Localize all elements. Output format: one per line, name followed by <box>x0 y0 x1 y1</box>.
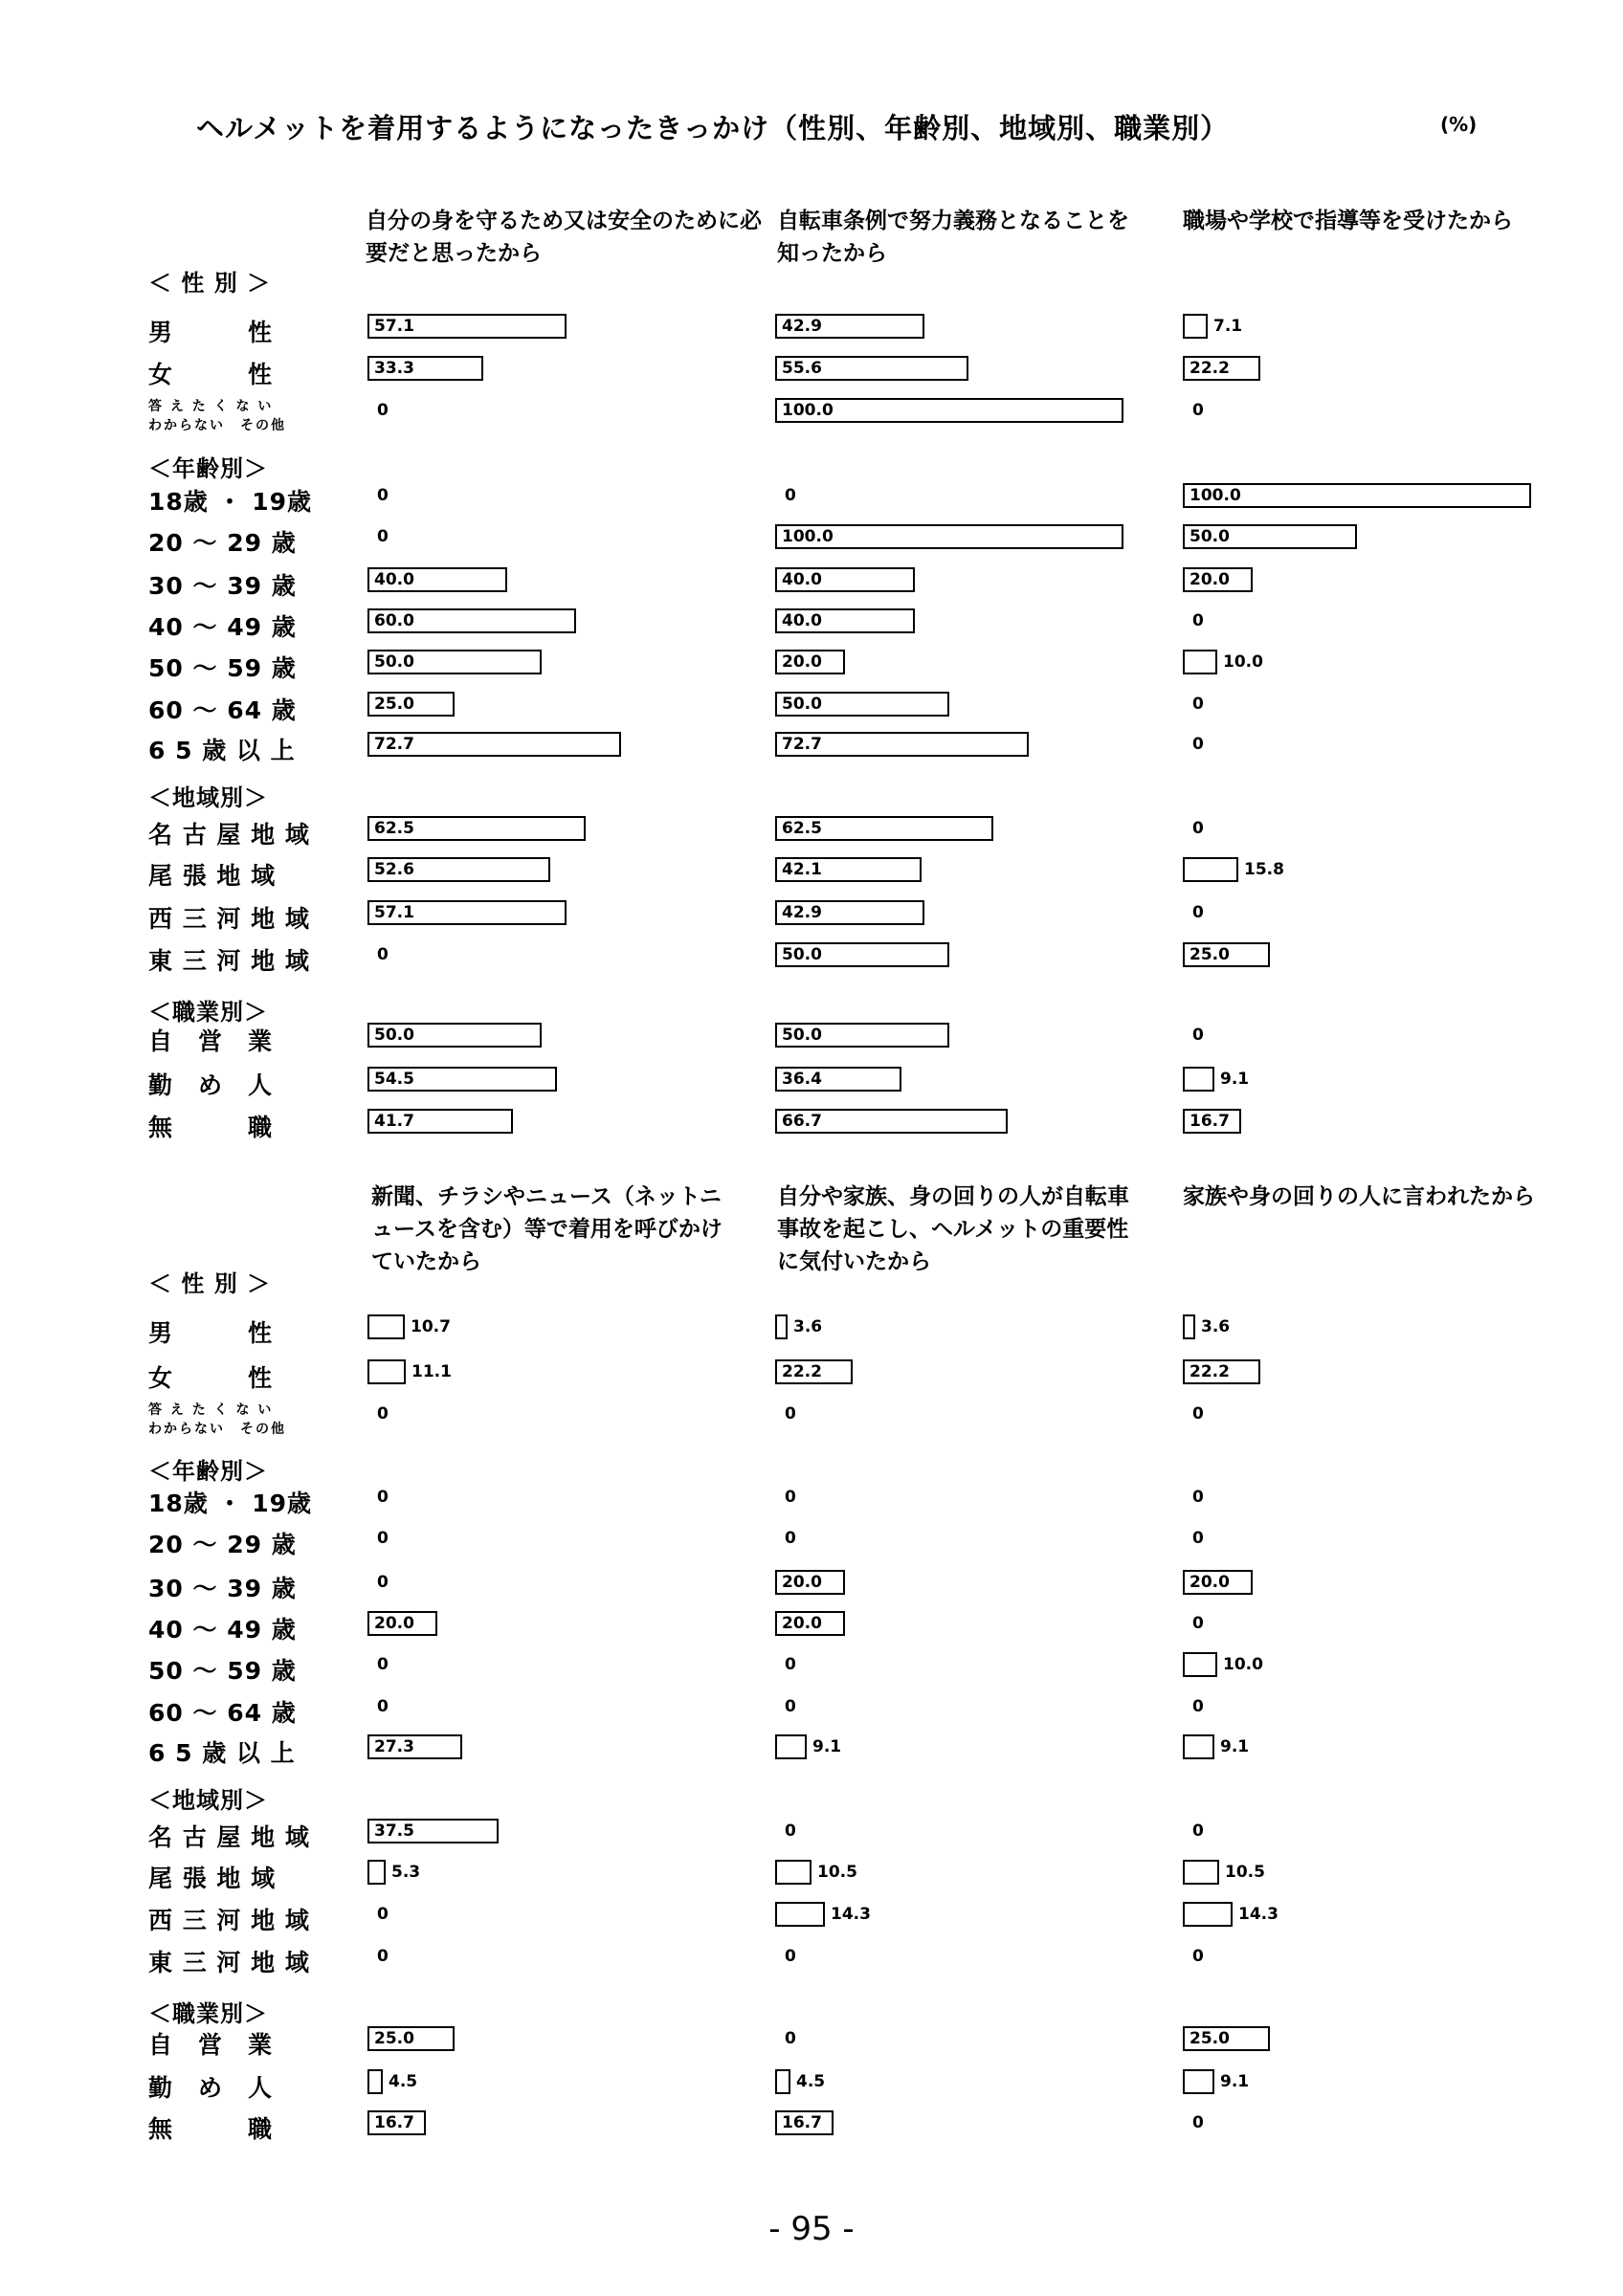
bar <box>775 1314 788 1339</box>
bar <box>1183 857 1238 882</box>
bar-value-label: 0 <box>785 1655 796 1674</box>
bar-value-label: 16.7 <box>1189 1112 1230 1131</box>
col-header-1-1: 自分の身を守るため又は安全のために必要だと思ったから <box>366 209 762 266</box>
bar-value-label: 9.1 <box>1220 1737 1250 1756</box>
bar-value-label: 40.0 <box>374 570 414 589</box>
bar-value-label: 0 <box>377 1697 389 1716</box>
bar-value-label: 37.5 <box>374 1821 414 1841</box>
bar-value-label: 9.1 <box>812 1737 842 1756</box>
bar-value-label: 42.9 <box>782 317 822 336</box>
bar-value-label: 0 <box>1192 1529 1204 1548</box>
col-header-1-3: 職場や学校で指導等を受けたから <box>1183 209 1513 233</box>
bar-value-label: 0 <box>377 1947 389 1966</box>
bar-value-label: 0 <box>1192 903 1204 922</box>
bar-value-label: 3.6 <box>793 1317 823 1336</box>
row-label-age-40: 40 ～ 49 歳 <box>148 1616 297 1644</box>
bar <box>1183 1860 1219 1885</box>
bar-value-label: 100.0 <box>1189 486 1241 505</box>
bar-value-label: 33.3 <box>374 359 414 378</box>
bar <box>775 1860 812 1885</box>
bar <box>775 1734 807 1759</box>
bar-value-label: 100.0 <box>782 401 834 420</box>
bar-value-label: 50.0 <box>374 1026 414 1045</box>
bar-value-label: 0 <box>1192 611 1204 630</box>
bar-value-label: 27.3 <box>374 1737 414 1756</box>
bar-value-label: 57.1 <box>374 903 414 922</box>
bar-value-label: 0 <box>1192 1697 1204 1716</box>
bar-value-label: 50.0 <box>782 945 822 964</box>
bar-value-label: 50.0 <box>782 695 822 714</box>
row-label-male: 男 性 <box>148 319 274 346</box>
bar-value-label: 54.5 <box>374 1070 414 1089</box>
bar-value-label: 10.5 <box>1225 1863 1265 1882</box>
bar-value-label: 57.1 <box>374 317 414 336</box>
bar-value-label: 10.5 <box>817 1863 857 1882</box>
group-label-gender: ＜ 性 別 ＞ <box>148 1270 272 1297</box>
bar <box>1183 1067 1214 1092</box>
bar <box>367 1860 386 1885</box>
row-label-higashimikawa: 東 三 河 地 域 <box>148 947 310 975</box>
row-label-owari: 尾 張 地 域 <box>148 862 277 890</box>
bar-value-label: 0 <box>377 1488 389 1507</box>
bar-value-label: 25.0 <box>374 2029 414 2048</box>
row-label-employee: 勤 め 人 <box>148 2074 274 2102</box>
bar-value-label: 0 <box>785 1697 796 1716</box>
bar-value-label: 22.2 <box>1189 359 1230 378</box>
bar-value-label: 40.0 <box>782 570 822 589</box>
bar-value-label: 50.0 <box>782 1026 822 1045</box>
bar <box>1183 314 1208 339</box>
row-label-age-60: 60 ～ 64 歳 <box>148 1699 297 1727</box>
bar-value-label: 0 <box>377 1404 389 1424</box>
row-label-employee: 勤 め 人 <box>148 1071 274 1099</box>
bar-value-label: 60.0 <box>374 611 414 630</box>
row-label-nagoya: 名 古 屋 地 域 <box>148 821 310 849</box>
bar-value-label: 20.0 <box>782 652 822 672</box>
row-label-age-20: 20 ～ 29 歳 <box>148 529 297 557</box>
row-label-age-18: 18歳 ・ 19歳 <box>148 488 312 516</box>
bar-value-label: 62.5 <box>374 819 414 838</box>
bar-value-label: 5.3 <box>391 1863 421 1882</box>
col-header-2-2: 自分や家族、身の回りの人が自転車事故を起こし、ヘルメットの重要性に気付いたから <box>777 1184 1129 1274</box>
bar-value-label: 41.7 <box>374 1112 414 1131</box>
bar-value-label: 0 <box>1192 1404 1204 1424</box>
row-label-other-2: わからない その他 <box>148 1422 286 1437</box>
bar <box>775 1902 825 1927</box>
bar-value-label: 72.7 <box>782 735 822 754</box>
chart-title: ヘルメットを着用するようになったきっかけ（性別、年齢別、地域別、職業別） <box>196 112 1230 144</box>
bar-value-label: 0 <box>1192 695 1204 714</box>
bar-value-label: 52.6 <box>374 860 414 879</box>
bar-value-label: 0 <box>1192 1614 1204 1633</box>
row-label-female: 女 性 <box>148 1364 274 1392</box>
bar-value-label: 0 <box>785 486 796 505</box>
bar-value-label: 0 <box>1192 735 1204 754</box>
row-label-age-65: 6 5 歳 以 上 <box>148 737 296 764</box>
row-label-other-1: 答 え た く な い <box>148 399 274 414</box>
bar-value-label: 9.1 <box>1220 2072 1250 2091</box>
bar-value-label: 42.1 <box>782 860 822 879</box>
bar-value-label: 3.6 <box>1201 1317 1231 1336</box>
bar-value-label: 11.1 <box>411 1362 452 1381</box>
bar-value-label: 0 <box>1192 1026 1204 1045</box>
bar-value-label: 0 <box>785 1821 796 1841</box>
bar-value-label: 4.5 <box>796 2072 826 2091</box>
bar-value-label: 9.1 <box>1220 1070 1250 1089</box>
bar <box>1183 1902 1233 1927</box>
page-number: - 95 - <box>768 2210 855 2248</box>
bar-value-label: 0 <box>377 401 389 420</box>
row-label-other-2: わからない その他 <box>148 418 286 433</box>
row-label-age-60: 60 ～ 64 歳 <box>148 696 297 724</box>
group-label-job: ＜職業別＞ <box>148 999 268 1026</box>
row-label-none: 無 職 <box>148 2115 274 2143</box>
bar-value-label: 16.7 <box>782 2113 822 2132</box>
bar-value-label: 0 <box>1192 401 1204 420</box>
row-label-nishimikawa: 西 三 河 地 域 <box>148 1907 310 1934</box>
row-label-age-20: 20 ～ 29 歳 <box>148 1531 297 1558</box>
bar-value-label: 14.3 <box>831 1905 871 1924</box>
row-label-self: 自 営 業 <box>148 2031 274 2059</box>
bar-value-label: 10.0 <box>1223 1655 1263 1674</box>
bar-value-label: 50.0 <box>374 652 414 672</box>
bar-value-label: 15.8 <box>1244 860 1284 879</box>
group-label-region: ＜地域別＞ <box>148 784 268 811</box>
group-label-gender: ＜ 性 別 ＞ <box>148 270 272 297</box>
bar-value-label: 25.0 <box>374 695 414 714</box>
bar-value-label: 0 <box>1192 2113 1204 2132</box>
row-label-age-30: 30 ～ 39 歳 <box>148 1575 297 1602</box>
bar-value-label: 66.7 <box>782 1112 822 1131</box>
group-label-age: ＜年齢別＞ <box>148 455 268 482</box>
group-label-job: ＜職業別＞ <box>148 2000 268 2027</box>
row-label-age-18: 18歳 ・ 19歳 <box>148 1490 312 1517</box>
bar-value-label: 100.0 <box>782 527 834 546</box>
bar <box>1183 1652 1217 1677</box>
bar <box>1183 1314 1195 1339</box>
bar-value-label: 20.0 <box>1189 570 1230 589</box>
bar-value-label: 0 <box>785 1947 796 1966</box>
bar-value-label: 72.7 <box>374 735 414 754</box>
row-label-male: 男 性 <box>148 1319 274 1347</box>
col-header-2-3: 家族や身の回りの人に言われたから <box>1183 1184 1535 1209</box>
row-label-nagoya: 名 古 屋 地 域 <box>148 1823 310 1851</box>
bar <box>367 1359 406 1384</box>
bar-value-label: 20.0 <box>782 1614 822 1633</box>
row-label-other-1: 答 え た く な い <box>148 1402 274 1418</box>
bar-value-label: 22.2 <box>1189 1362 1230 1381</box>
bar-value-label: 10.7 <box>411 1317 451 1336</box>
bar-value-label: 20.0 <box>1189 1573 1230 1592</box>
col-header-1-2: 自転車条例で努力義務となることを知ったから <box>777 209 1129 266</box>
row-label-nishimikawa: 西 三 河 地 域 <box>148 905 310 933</box>
bar-value-label: 0 <box>785 1488 796 1507</box>
bar-value-label: 40.0 <box>782 611 822 630</box>
bar-value-label: 0 <box>785 2029 796 2048</box>
bar-value-label: 25.0 <box>1189 945 1230 964</box>
bar-value-label: 7.1 <box>1213 317 1243 336</box>
group-label-region: ＜地域別＞ <box>148 1787 268 1814</box>
row-label-age-40: 40 ～ 49 歳 <box>148 613 297 641</box>
bar-value-label: 62.5 <box>782 819 822 838</box>
row-label-age-65: 6 5 歳 以 上 <box>148 1739 296 1767</box>
bar-value-label: 0 <box>377 527 389 546</box>
bar-value-label: 10.0 <box>1223 652 1263 672</box>
bar-value-label: 55.6 <box>782 359 822 378</box>
row-label-self: 自 営 業 <box>148 1027 274 1055</box>
row-label-higashimikawa: 東 三 河 地 域 <box>148 1949 310 1976</box>
bar <box>367 2069 383 2094</box>
bar-value-label: 0 <box>377 1905 389 1924</box>
bar-value-label: 20.0 <box>374 1614 414 1633</box>
col-header-2-1: 新聞、チラシやニュース（ネットニュースを含む）等で着用を呼びかけていたから <box>371 1184 723 1274</box>
bar <box>1183 1734 1214 1759</box>
bar-value-label: 0 <box>785 1529 796 1548</box>
bar-value-label: 0 <box>1192 819 1204 838</box>
row-label-age-50: 50 ～ 59 歳 <box>148 654 297 682</box>
bar-value-label: 0 <box>377 1655 389 1674</box>
bar-value-label: 0 <box>1192 1947 1204 1966</box>
bar-value-label: 50.0 <box>1189 527 1230 546</box>
row-label-none: 無 職 <box>148 1114 274 1141</box>
bar-value-label: 0 <box>1192 1821 1204 1841</box>
row-label-female: 女 性 <box>148 361 274 388</box>
bar-value-label: 42.9 <box>782 903 822 922</box>
bar-value-label: 0 <box>1192 1488 1204 1507</box>
bar <box>1183 650 1217 674</box>
bar <box>775 2069 790 2094</box>
bar <box>367 1314 405 1339</box>
bar-value-label: 16.7 <box>374 2113 414 2132</box>
bar-value-label: 0 <box>377 486 389 505</box>
bar-value-label: 0 <box>785 1404 796 1424</box>
row-label-age-50: 50 ～ 59 歳 <box>148 1657 297 1685</box>
bar-value-label: 14.3 <box>1238 1905 1278 1924</box>
unit-label: (%) <box>1440 113 1478 136</box>
bar-value-label: 22.2 <box>782 1362 822 1381</box>
bar-value-label: 0 <box>377 1529 389 1548</box>
bar-value-label: 36.4 <box>782 1070 822 1089</box>
bar-value-label: 25.0 <box>1189 2029 1230 2048</box>
bar-value-label: 0 <box>377 1573 389 1592</box>
bar <box>1183 2069 1214 2094</box>
bar-value-label: 20.0 <box>782 1573 822 1592</box>
group-label-age: ＜年齢別＞ <box>148 1458 268 1485</box>
row-label-age-30: 30 ～ 39 歳 <box>148 572 297 600</box>
bar-value-label: 4.5 <box>389 2072 418 2091</box>
row-label-owari: 尾 張 地 域 <box>148 1865 277 1892</box>
bar-value-label: 0 <box>377 945 389 964</box>
